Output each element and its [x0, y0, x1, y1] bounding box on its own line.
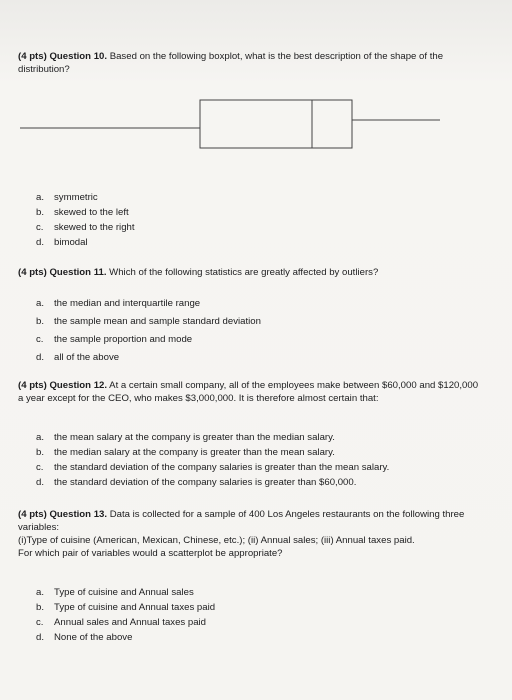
- question-12: [18, 379, 486, 405]
- boxplot-box: [200, 100, 352, 148]
- question-13: [18, 508, 486, 560]
- q12-text: At a certain small company, all of the employees make between $60,000 and $120,000 a year except for the CEO, who makes $3,000,000. It is therefore almost certain that:: [18, 380, 479, 404]
- q12-points: (4 pts): [18, 380, 47, 391]
- q12-option-a[interactable]: a. the mean salary at the company is greater than the median salary.: [36, 432, 335, 443]
- q11-points: (4 pts): [18, 267, 47, 278]
- q12-option-c[interactable]: c. the standard deviation of the company salaries is greater than the mean salary.: [36, 462, 390, 473]
- q13-points: (4 pts): [18, 509, 47, 520]
- q12-options: [36, 430, 389, 490]
- q12-label: Question 12.: [49, 380, 108, 391]
- question-11: [18, 266, 486, 279]
- q10-points: (4 pts): [18, 51, 47, 62]
- q13-variables: (i)Type of cuisine (American, Mexican, Chinese, etc.); (ii) Annual sales; (iii) Annual taxes paid.: [18, 535, 415, 546]
- q10-text: Based on the following boxplot, what is the best description of the shape of the distribution?: [18, 51, 444, 75]
- q12-option-b[interactable]: b. the median salary at the company is greater than the mean salary.: [36, 447, 335, 458]
- q13-option-b[interactable]: b. Type of cuisine and Annual taxes paid: [36, 602, 216, 613]
- q11-option-a[interactable]: a. the median and interquartile range: [36, 298, 201, 309]
- q13-option-c[interactable]: c. Annual sales and Annual taxes paid: [36, 617, 207, 628]
- q10-option-d[interactable]: d. bimodal: [36, 237, 88, 248]
- boxplot-figure: [0, 92, 512, 152]
- q12-option-d[interactable]: d. the standard deviation of the company salaries is greater than $60,000.: [36, 477, 357, 488]
- q13-option-d[interactable]: d. None of the above: [36, 632, 133, 643]
- q13-label: Question 13.: [49, 509, 108, 520]
- q11-option-d[interactable]: d. all of the above: [36, 352, 120, 363]
- q11-label: Question 11.: [49, 267, 107, 278]
- q13-options: [36, 585, 215, 645]
- q11-option-b[interactable]: b. the sample mean and sample standard deviation: [36, 316, 261, 327]
- q11-text: Which of the following statistics are greatly affected by outliers?: [106, 267, 379, 278]
- q10-option-b[interactable]: b. skewed to the left: [36, 207, 129, 218]
- q13-text: Data is collected for a sample of 400 Los Angeles restaurants on the following three variables:: [18, 509, 465, 533]
- q11-option-c[interactable]: c. the sample proportion and mode: [36, 334, 193, 345]
- q10-option-c[interactable]: c. skewed to the right: [36, 222, 135, 233]
- q10-option-a[interactable]: a. symmetric: [36, 192, 98, 203]
- q10-options: [36, 190, 135, 250]
- question-10: [18, 50, 486, 76]
- q13-prompt: For which pair of variables would a scatterplot be appropriate?: [18, 548, 283, 559]
- q10-label: Question 10.: [49, 51, 108, 62]
- q13-option-a[interactable]: a. Type of cuisine and Annual sales: [36, 587, 194, 598]
- q11-options: [36, 295, 261, 367]
